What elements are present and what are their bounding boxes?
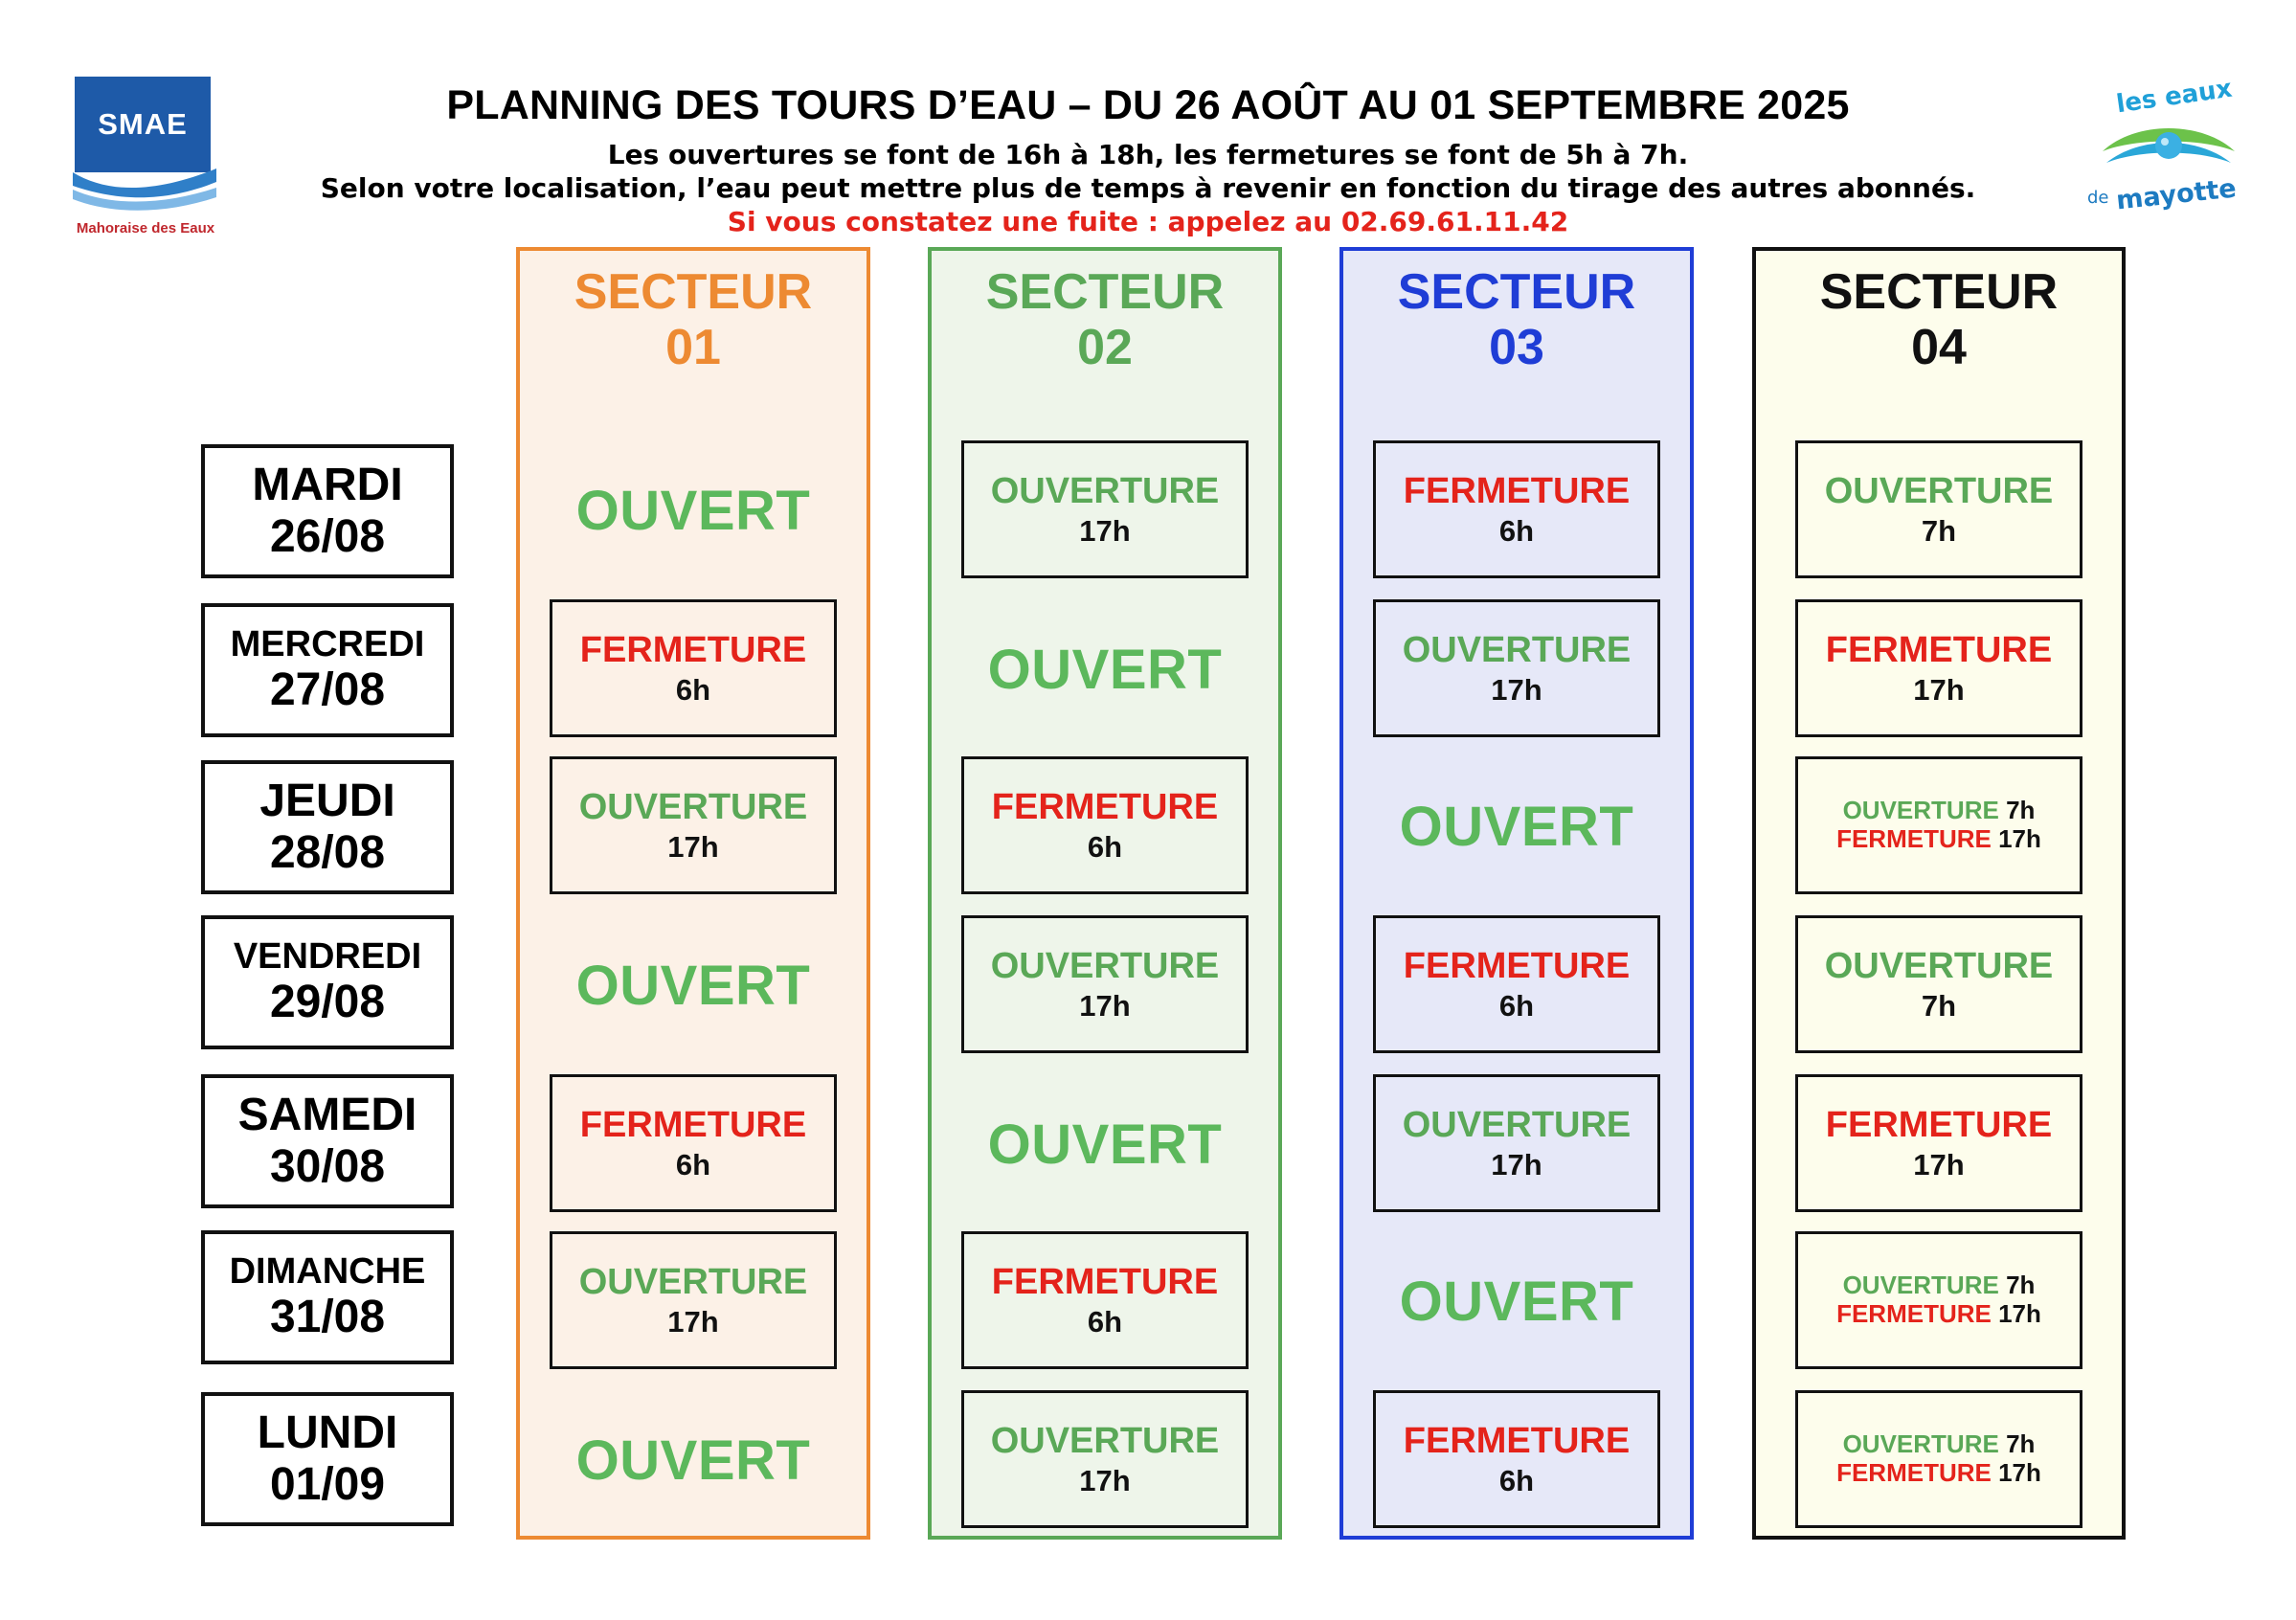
day-name: LUNDI bbox=[257, 1407, 398, 1459]
status-open: OUVERT bbox=[987, 639, 1223, 701]
sector-02-column bbox=[928, 247, 1282, 1540]
day-label bbox=[201, 760, 454, 894]
cell-label: FERMETURE bbox=[1403, 1420, 1631, 1461]
closing-line bbox=[1836, 1300, 2041, 1329]
day-date: 01/09 bbox=[269, 1459, 386, 1510]
schedule-cell-open-close bbox=[1795, 756, 2082, 894]
cell-time: 17h bbox=[1913, 673, 1965, 708]
opening-time: 7h bbox=[2006, 796, 2036, 825]
cell-time: 17h bbox=[1079, 1464, 1131, 1498]
cell-label: FERMETURE bbox=[1403, 470, 1631, 511]
day-date: 28/08 bbox=[269, 827, 386, 878]
schedule-cell-open-close bbox=[1795, 1390, 2082, 1528]
leak-hotline: Si vous constatez une fuite : appelez au 02.69.61.11.42 bbox=[727, 206, 1569, 237]
schedule-cell-open-close bbox=[1795, 1231, 2082, 1369]
cell-label: FERMETURE bbox=[579, 629, 807, 670]
cell-label: FERMETURE bbox=[1403, 945, 1631, 986]
cell-label: FERMETURE bbox=[579, 1104, 807, 1145]
schedule-cell-closing bbox=[550, 599, 837, 737]
cell-label: FERMETURE bbox=[991, 1261, 1219, 1302]
cell-time: 6h bbox=[675, 1148, 711, 1182]
day-label bbox=[201, 1392, 454, 1526]
day-label bbox=[201, 1230, 454, 1364]
closing-line bbox=[1836, 825, 2041, 854]
cell-time: 17h bbox=[667, 1305, 719, 1339]
schedule-cell-opening bbox=[1795, 915, 2082, 1053]
water-drop-icon bbox=[2097, 117, 2240, 184]
schedule-cell-closing bbox=[1373, 915, 1660, 1053]
status-open: OUVERT bbox=[1399, 796, 1634, 858]
mayotte-logo-top-text: les eaux bbox=[2114, 74, 2235, 120]
closing-label: FERMETURE bbox=[1836, 824, 1992, 853]
cell-time: 7h bbox=[1921, 514, 1957, 549]
status-open: OUVERT bbox=[575, 1429, 811, 1492]
sector-03-column bbox=[1339, 247, 1694, 1540]
cell-label: OUVERTURE bbox=[990, 470, 1220, 511]
opening-label: OUVERTURE bbox=[1842, 1271, 1999, 1300]
schedule-cell-closing bbox=[1795, 599, 2082, 737]
cell-label: FERMETURE bbox=[1825, 629, 2053, 670]
cell-label: OUVERTURE bbox=[1402, 1104, 1632, 1145]
status-open: OUVERT bbox=[987, 1114, 1223, 1176]
cell-time: 17h bbox=[1491, 1148, 1542, 1182]
cell-label: FERMETURE bbox=[991, 786, 1219, 827]
mayotte-logo-bottom-text: mayotte bbox=[2114, 173, 2239, 216]
cell-time: 6h bbox=[1498, 1464, 1535, 1498]
cell-time: 6h bbox=[675, 673, 711, 708]
smae-logo bbox=[69, 77, 222, 239]
page-title: PLANNING DES TOURS D’EAU – DU 26 AOÛT AU 01 SEPTEMBRE 2025 bbox=[446, 82, 1850, 128]
opening-line bbox=[1843, 1271, 2036, 1300]
closing-label: FERMETURE bbox=[1836, 1299, 1992, 1328]
schedule-cell-opening bbox=[1373, 1074, 1660, 1212]
schedule-cell-closing bbox=[1795, 1074, 2082, 1212]
opening-label: OUVERTURE bbox=[1842, 1429, 1999, 1459]
closing-time: 17h bbox=[1998, 1458, 2041, 1487]
opening-line bbox=[1843, 1430, 2036, 1459]
sector-header bbox=[1343, 264, 1690, 375]
status-open: OUVERT bbox=[575, 955, 811, 1017]
cell-label: OUVERTURE bbox=[578, 1261, 808, 1302]
day-name: MERCREDI bbox=[230, 623, 425, 664]
schedule-cell-closing bbox=[1373, 1390, 1660, 1528]
sector-title: SECTEUR bbox=[1397, 264, 1636, 320]
cell-time: 17h bbox=[1079, 514, 1131, 549]
day-name: SAMEDI bbox=[237, 1090, 417, 1141]
closing-label: FERMETURE bbox=[1836, 1458, 1992, 1487]
mayotte-logo-de-text: de bbox=[2087, 188, 2109, 208]
day-name: VENDREDI bbox=[233, 935, 422, 977]
status-open: OUVERT bbox=[1399, 1271, 1634, 1333]
opening-time: 7h bbox=[2006, 1271, 2036, 1300]
day-label bbox=[201, 603, 454, 737]
cell-time: 17h bbox=[1491, 673, 1542, 708]
sector-number: 01 bbox=[665, 320, 721, 376]
day-label bbox=[201, 444, 454, 578]
sector-04-column bbox=[1752, 247, 2126, 1540]
schedule-cell-opening bbox=[961, 1390, 1249, 1528]
sector-header bbox=[1756, 264, 2122, 375]
schedule-cell-closing bbox=[961, 1231, 1249, 1369]
sector-header bbox=[520, 264, 867, 375]
sector-number: 03 bbox=[1489, 320, 1544, 376]
smae-tagline: Mahoraise des Eaux bbox=[76, 220, 215, 236]
sector-title: SECTEUR bbox=[985, 264, 1225, 320]
cell-label: OUVERTURE bbox=[578, 786, 808, 827]
schedule-cell-opening bbox=[961, 915, 1249, 1053]
cell-time: 17h bbox=[667, 830, 719, 865]
sector-01-column bbox=[516, 247, 870, 1540]
schedule-cell-opening bbox=[550, 756, 837, 894]
cell-time: 17h bbox=[1913, 1148, 1965, 1182]
sector-number: 02 bbox=[1077, 320, 1133, 376]
schedule-cell-opening bbox=[961, 440, 1249, 578]
eaux-de-mayotte-logo bbox=[2087, 74, 2240, 222]
sector-header bbox=[932, 264, 1278, 375]
sector-title: SECTEUR bbox=[1819, 264, 2059, 320]
cell-time: 6h bbox=[1498, 514, 1535, 549]
smae-logo-box: SMAE bbox=[75, 77, 211, 172]
schedule-cell-closing bbox=[550, 1074, 837, 1212]
day-name: JEUDI bbox=[259, 776, 395, 827]
closing-time: 17h bbox=[1998, 1299, 2041, 1328]
opening-time: 7h bbox=[2006, 1429, 2036, 1459]
schedule-cell-closing bbox=[1373, 440, 1660, 578]
schedule-cell-opening bbox=[1373, 599, 1660, 737]
day-name: DIMANCHE bbox=[229, 1250, 426, 1292]
day-label bbox=[201, 915, 454, 1049]
schedule-cell-closing bbox=[961, 756, 1249, 894]
cell-time: 6h bbox=[1498, 989, 1535, 1024]
cell-time: 6h bbox=[1087, 1305, 1123, 1339]
opening-line bbox=[1843, 797, 2036, 825]
day-date: 30/08 bbox=[269, 1141, 386, 1192]
cell-label: OUVERTURE bbox=[1824, 945, 2054, 986]
status-open: OUVERT bbox=[575, 480, 811, 542]
day-date: 26/08 bbox=[269, 511, 386, 562]
sector-title: SECTEUR bbox=[574, 264, 813, 320]
opening-label: OUVERTURE bbox=[1842, 796, 1999, 825]
closing-time: 17h bbox=[1998, 824, 2041, 853]
cell-label: OUVERTURE bbox=[990, 945, 1220, 986]
day-date: 29/08 bbox=[269, 977, 386, 1028]
cell-time: 7h bbox=[1921, 989, 1957, 1024]
day-name: MARDI bbox=[252, 460, 403, 511]
sector-number: 04 bbox=[1911, 320, 1967, 376]
cell-label: OUVERTURE bbox=[1402, 629, 1632, 670]
location-note: Selon votre localisation, l’eau peut mettre plus de temps à revenir en fonction du tirage des autres abonnés. bbox=[320, 172, 1976, 204]
schedule-cell-opening bbox=[550, 1231, 837, 1369]
day-date: 31/08 bbox=[269, 1292, 386, 1343]
cell-label: FERMETURE bbox=[1825, 1104, 2053, 1145]
cell-time: 17h bbox=[1079, 989, 1131, 1024]
day-label bbox=[201, 1074, 454, 1208]
smae-wave-icon bbox=[69, 165, 222, 217]
schedule-note: Les ouvertures se font de 16h à 18h, les fermetures se font de 5h à 7h. bbox=[607, 139, 1689, 170]
cell-label: OUVERTURE bbox=[990, 1420, 1220, 1461]
cell-time: 6h bbox=[1087, 830, 1123, 865]
cell-label: OUVERTURE bbox=[1824, 470, 2054, 511]
schedule-cell-opening bbox=[1795, 440, 2082, 578]
day-date: 27/08 bbox=[269, 664, 386, 716]
closing-line bbox=[1836, 1459, 2041, 1488]
